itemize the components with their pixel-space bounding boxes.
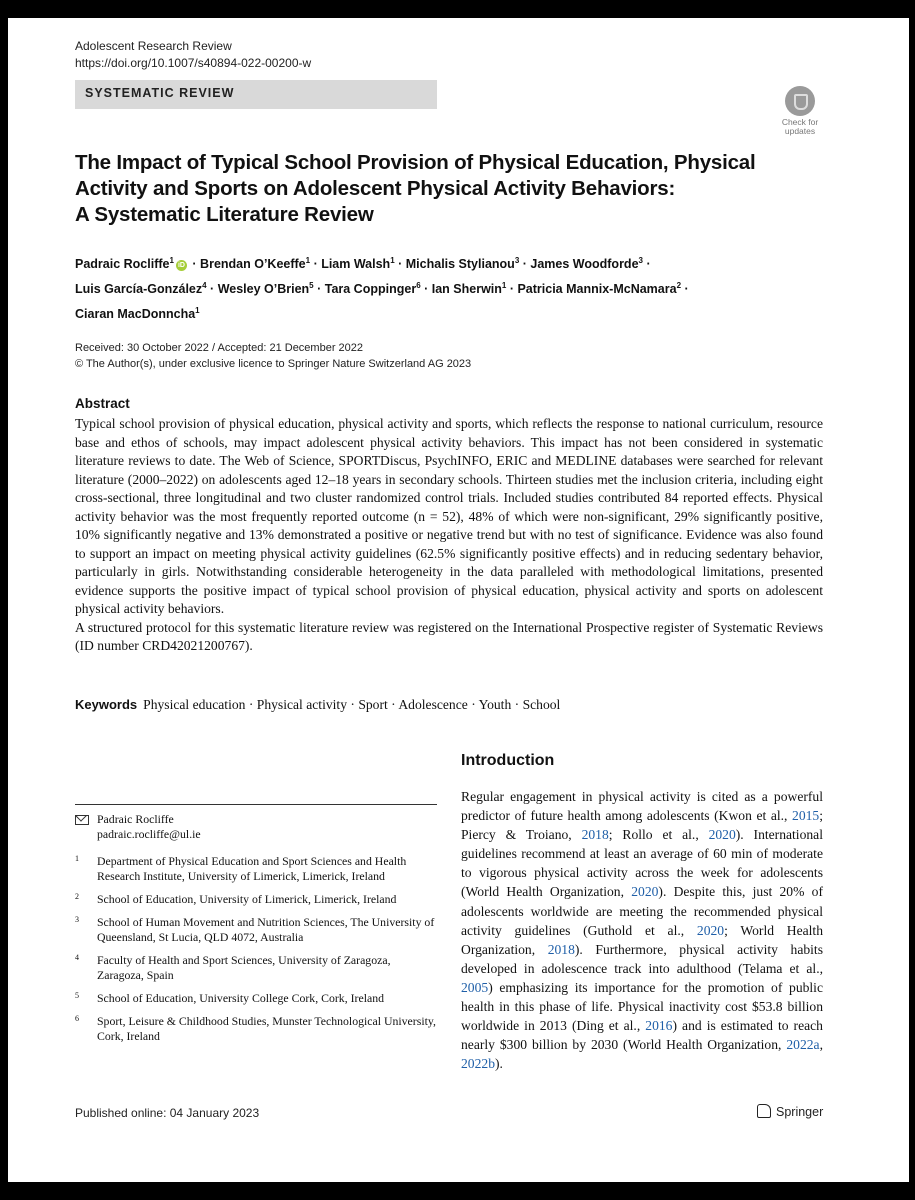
- author: Padraic Rocliffe: [75, 257, 170, 272]
- author-list: Padraic Rocliffe$^1$iD · Brendan O’Keeffe$^1$ · Liam Walsh$^1$ · Michalis Stylianou$^3$ · James Woodforde$^3$ · Luis García-González$^4$ · Wesley O’Brien$^5$ · Tara Coppinger$^6$ · Ian Sherwin$^1$ · Patricia Mannix-McNamara$^2$ · Ciaran MacDonncha$^1$: [75, 256, 689, 322]
- footnote-divider: [75, 804, 437, 805]
- paper-title: The Impact of Typical School Provision of Physical Education, Physical Activity and Sports on Adolescent Physical Activity Behaviors: A Systematic Literature Review: [75, 151, 756, 226]
- correspondence: [75, 812, 437, 842]
- check-for-updates-button[interactable]: [775, 86, 825, 156]
- affiliation-item: 4 Faculty of Health and Sport Sciences, University of Zaragoza, Zaragoza, Spain: [75, 953, 391, 982]
- introduction-heading: Introduction: [461, 752, 555, 769]
- envelope-icon: [75, 815, 89, 825]
- author: Liam Walsh: [321, 257, 391, 272]
- article-dates: [75, 340, 471, 372]
- citation-link[interactable]: 2020: [696, 922, 725, 938]
- doi-link[interactable]: https://doi.org/10.1007/s40894-022-00200-w: [75, 56, 312, 70]
- author: Patricia Mannix-McNamara: [517, 282, 677, 297]
- abstract-paragraph: Typical school provision of physical education, physical activity and sports, which reflects the response to national curriculum, resource base and ethos of schools, may impact adolescent physical activity behaviors. This impact has not been considered in systematic literature reviews to date. The Web of Science, SPORTDiscus, PsychINFO, ERIC and MEDLINE databases were searched for relevant literature (2000–2022) on adolescents aged 12–18 years in secondary schools. Thirteen studies met the inclusion criteria, including eight cross-sectional, three longitudinal and two cluster randomized control trials. Included studies contributed 84 reported effects. Physical activity behavior was the most frequently reported outcome (n = 52), 48% of which were non-significant, 29% significantly positive, 10% significantly negative and 13% demonstrated a positive or negative trend but with no test of significance. Evidence was also found to support an impact on meeting physical activity guidelines (62.5% significantly positive effects) and in reducing sedentary behavior, particularly in girls. Notwithstanding considerable heterogeneity in the data paralleled with methodological limitations, presented evidence supports the positive impact of typical school provision of physical education, physical activity and sports on adolescent physical activity behaviors.: [75, 416, 823, 616]
- orcid-icon[interactable]: iD: [177, 262, 185, 270]
- bookmark-icon: [785, 86, 815, 116]
- journal-name: Adolescent Research Review: [75, 39, 232, 53]
- corresponding-email[interactable]: padraic.rocliffe@ul.ie: [97, 827, 201, 841]
- abstract-body: [75, 415, 823, 656]
- affiliation-item: 5 School of Education, University College Cork, Cork, Ireland: [75, 991, 385, 1005]
- screen-frame-bottom: [0, 1182, 915, 1200]
- keywords-label: Keywords: [75, 697, 138, 712]
- author: Ian Sherwin: [431, 282, 502, 297]
- citation-link[interactable]: 2005: [461, 979, 489, 995]
- citation-link[interactable]: 2022a: [786, 1037, 820, 1053]
- affiliation-item: 3 School of Human Movement and Nutrition Sciences, The University of Queensland, St Lucia, QLD 4072, Australia: [75, 915, 435, 944]
- author: Brendan O’Keeffe: [200, 257, 306, 272]
- author: Ciaran MacDonncha: [75, 307, 196, 322]
- citation-link[interactable]: 2022b: [461, 1056, 495, 1072]
- citation-link[interactable]: 2015: [792, 808, 820, 824]
- copyright: © The Author(s), under exclusive licence to Springer Nature Switzerland AG 2023: [75, 358, 472, 370]
- article-type-banner: [75, 80, 437, 109]
- author: James Woodforde: [530, 257, 639, 272]
- citation-link[interactable]: 2018: [581, 827, 609, 843]
- received-accepted: Received: 30 October 2022 / Accepted: 21 December 2022: [75, 342, 364, 354]
- abstract-heading: Abstract: [75, 396, 130, 411]
- screen-frame-right: [909, 0, 915, 1200]
- screen-frame-top: [0, 0, 915, 18]
- introduction-body: Regular engagement in physical activity is cited as a powerful predictor of future health among adolescents (Kwon et al., 2015; Piercy & Troiano, 2018; Rollo et al., 2020). International guidelines recommend at least an average of 60 min of moderate to vigorous physical activity across the week for adolescents (World Health Organization, 2020). Despite this, just 20% of adolescents worldwide are meeting the recommended physical activity guidelines (Guthold et al., 2020; World Health Organization, 2018). Furthermore, physical activity habits developed in adolescence track into adulthood (Telama et al., 2005) emphasizing its importance for the promotion of public health in this phase of life. Physical inactivity cost $53.8 billion worldwide in 2013 (Ding et al., 2016) and is estimated to reach nearly $300 billion by 2030 (World Health Organization, 2022a, 2022b).: [461, 789, 824, 1072]
- author: Luis García-González: [75, 282, 203, 297]
- screen-frame-left: [0, 0, 8, 1200]
- author: Tara Coppinger: [324, 282, 417, 297]
- keywords: [75, 697, 560, 713]
- corresponding-author: Padraic Rocliffe: [97, 812, 174, 826]
- citation-link[interactable]: 2016: [645, 1018, 673, 1034]
- springer-horse-icon: [757, 1104, 771, 1118]
- published-online: Published online: 04 January 2023: [75, 1106, 260, 1120]
- author: Wesley O’Brien: [217, 282, 310, 297]
- publisher-logo: Springer: [757, 1104, 823, 1119]
- article-type: SYSTEMATIC REVIEW: [85, 86, 235, 100]
- check-updates-label: Check for updates: [781, 117, 819, 136]
- citation-link[interactable]: 2018: [547, 941, 575, 957]
- keywords-text: Physical education · Physical activity · Sport · Adolescence · Youth · School: [143, 697, 561, 712]
- affiliation-item: 2 School of Education, University of Limerick, Limerick, Ireland: [75, 892, 397, 906]
- citation-link[interactable]: 2020: [708, 827, 736, 843]
- author: Michalis Stylianou: [405, 257, 515, 272]
- citation-link[interactable]: 2020: [631, 884, 659, 900]
- affiliation-item: 1 Department of Physical Education and Sport Sciences and Health Research Institute, University of Limerick, Limerick, Ireland: [75, 854, 407, 883]
- affiliation-item: 6 Sport, Leisure & Childhood Studies, Munster Technological University, Cork, Ireland: [75, 1014, 436, 1043]
- affiliations: [75, 812, 437, 1052]
- abstract-paragraph: A structured protocol for this systematic literature review was registered on the International Prospective register of Systematic Reviews (ID number CRD42021200767).: [75, 619, 823, 653]
- journal-header: [75, 38, 311, 72]
